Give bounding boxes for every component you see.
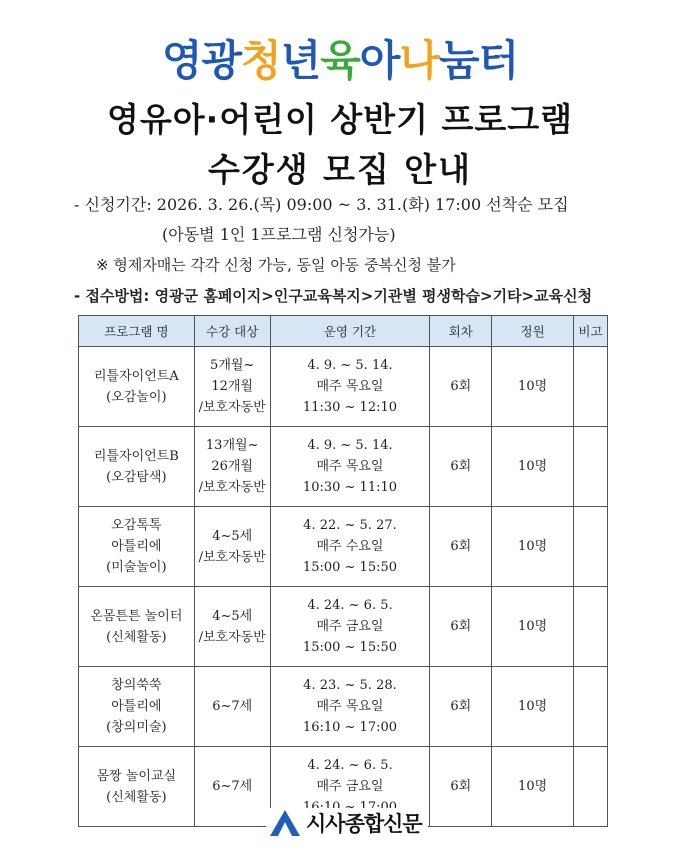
application-period: - 신청기간: 2026. 3. 26.(목) 09:00 ~ 3. 31.(화) 17:00 선착순 모집 (74, 195, 569, 214)
table-row (79, 427, 608, 507)
period-cell-line: 4. 24. ~ 6. 5. (307, 758, 393, 773)
period-cell-line: 4. 22. ~ 5. 27. (303, 518, 397, 533)
note-cell (574, 747, 608, 827)
period-cell (270, 347, 430, 427)
period-cell-line: 매주 목요일 (316, 459, 384, 474)
period-cell-line: 11:30 ~ 12:10 (302, 400, 398, 415)
target-cell-line: 6~7세 (212, 699, 253, 714)
target-cell-line: 13개월~ (205, 438, 259, 453)
program-name-cell (79, 667, 195, 747)
period-cell-line: 10:30 ~ 11:10 (302, 480, 398, 495)
brand-title (0, 28, 680, 88)
program-name-cell (79, 507, 195, 587)
period-cell (270, 667, 430, 747)
brand-part: 눔터 (438, 36, 519, 85)
table-row (79, 507, 608, 587)
program-name-cell (79, 587, 195, 667)
sessions-cell: 6회 (430, 347, 492, 427)
target-cell-line: 4~5세 (212, 528, 253, 544)
program-name-cell-line: 오감톡톡 (111, 518, 162, 533)
table-row (79, 587, 608, 667)
note-cell (574, 667, 608, 747)
header-program-name: 프로그램 명 (79, 316, 195, 347)
program-name-cell-line: 아틀리에 (111, 539, 162, 554)
program-name-cell (79, 347, 195, 427)
program-name-cell-line: 몸짱 놀이교실 (96, 768, 177, 784)
period-cell-line: 15:00 ~ 15:50 (302, 560, 398, 575)
capacity-cell: 10명 (492, 587, 574, 667)
note-cell (574, 347, 608, 427)
program-name-cell-line: (오감놀이) (106, 389, 167, 405)
target-cell-line: /보호자동반 (198, 549, 266, 565)
period-cell (270, 507, 430, 587)
target-cell-line: 26개월 (211, 459, 254, 474)
program-name-cell-line: (신체활동) (106, 629, 167, 645)
program-name-cell-line: 온몸튼튼 놀이터 (90, 608, 183, 624)
period-cell-line: 4. 9. ~ 5. 14. (307, 358, 393, 373)
brand-part: 나 (399, 36, 439, 85)
program-name-cell (79, 747, 195, 827)
table-row (79, 667, 608, 747)
note-cell (574, 587, 608, 667)
target-cell-line: 4~5세 (212, 608, 253, 624)
brand-part: 청 (241, 36, 281, 85)
target-cell-line: 12개월 (211, 379, 254, 394)
note-cell (574, 427, 608, 507)
header-capacity: 정원 (492, 316, 574, 347)
period-cell-line: 매주 목요일 (316, 699, 384, 714)
program-name-cell-line: (창의미술) (106, 720, 167, 735)
program-name-cell-line: 아틀리에 (111, 699, 162, 714)
sessions-cell: 6회 (430, 587, 492, 667)
sessions-cell: 6회 (430, 747, 492, 827)
target-cell-line: /보호자동반 (198, 480, 266, 495)
period-cell-line: 15:00 ~ 15:50 (302, 640, 398, 655)
header-target: 수강 대상 (194, 316, 270, 347)
program-name-cell-line: 리틀자이언트B (93, 448, 179, 464)
period-cell-line: 매주 금요일 (316, 619, 384, 634)
target-cell-line: /보호자동반 (198, 629, 266, 645)
period-cell-line: 매주 수요일 (316, 539, 384, 554)
target-cell (194, 507, 270, 587)
capacity-cell: 10명 (492, 667, 574, 747)
application-method: - 접수방법: 영광군 홈페이지>인구교육복지>기관별 평생학습>기타>교육신청 (74, 287, 593, 305)
header-period: 운영 기간 (270, 316, 430, 347)
program-name-cell-line: (오감탐색) (106, 469, 167, 485)
table-row (79, 347, 608, 427)
capacity-cell: 10명 (492, 427, 574, 507)
newspaper-name: 시사종합신문 (306, 812, 422, 836)
brand-part: 영광 (161, 36, 242, 85)
target-cell (194, 347, 270, 427)
capacity-cell: 10명 (492, 747, 574, 827)
program-name-cell-line: 창의쑥쑥 (111, 678, 162, 693)
period-cell (270, 427, 430, 507)
newspaper-logo-icon (270, 810, 300, 836)
newspaper-watermark (266, 808, 428, 838)
program-table (78, 315, 608, 827)
program-name-cell-line: (미술놀이) (106, 560, 167, 575)
program-title: 영유아·어린이 상반기 프로그램 (107, 100, 573, 139)
target-cell (194, 427, 270, 507)
sessions-cell: 6회 (430, 667, 492, 747)
period-cell-line: 4. 9. ~ 5. 14. (307, 438, 393, 453)
note-cell (574, 507, 608, 587)
target-cell (194, 587, 270, 667)
sessions-cell: 6회 (430, 427, 492, 507)
header-sessions: 회차 (430, 316, 492, 347)
target-cell-line: 6~7세 (212, 779, 253, 794)
period-cell-line: 매주 목요일 (316, 379, 384, 394)
capacity-cell: 10명 (492, 347, 574, 427)
recruitment-title: 수강생 모집 안내 (207, 150, 473, 189)
period-cell-line: 4. 24. ~ 6. 5. (307, 598, 393, 613)
header-note: 비고 (574, 316, 608, 347)
table-header-row (79, 316, 608, 347)
target-cell (194, 667, 270, 747)
program-name-cell-line: 리틀자이언트A (94, 368, 179, 384)
period-cell-line: 16:10 ~ 17:00 (302, 720, 398, 735)
sessions-cell: 6회 (430, 507, 492, 587)
target-cell-line: 5개월~ (210, 358, 255, 373)
target-cell-line: /보호자동반 (198, 400, 266, 415)
period-cell-line: 매주 금요일 (316, 779, 384, 794)
brand-part: 아 (359, 36, 400, 85)
program-name-cell-line: (신체활동) (106, 789, 167, 805)
target-cell (194, 747, 270, 827)
brand-part: 육 (320, 36, 360, 85)
application-period-note: (아동별 1인 1프로그램 신청가능) (162, 225, 396, 244)
capacity-cell: 10명 (492, 507, 574, 587)
sibling-note: ※ 형제자매는 각각 신청 가능, 동일 아동 중복신청 불가 (96, 256, 456, 274)
program-name-cell (79, 427, 195, 507)
period-cell-line: 4. 23. ~ 5. 28. (303, 678, 397, 693)
period-cell (270, 587, 430, 667)
brand-part: 년 (280, 36, 321, 85)
